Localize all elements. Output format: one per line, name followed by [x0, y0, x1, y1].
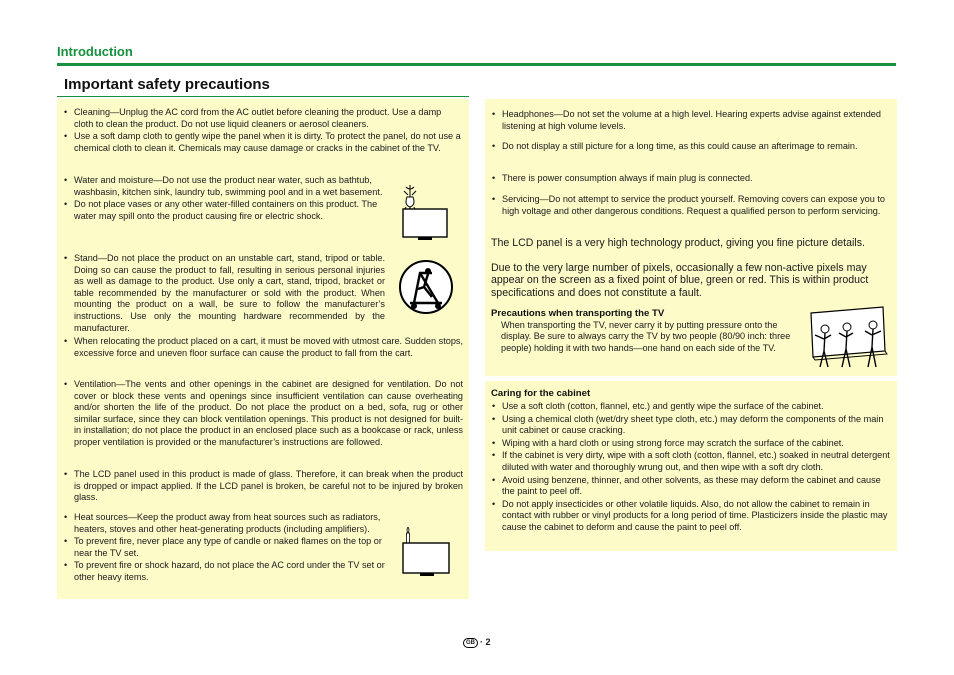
ventilation-list — [63, 379, 463, 450]
list-item: • Cleaning—Unplug the AC cord from the AC outlet before cleaning the product. Use a damp cloth to clean the product. Do not use liquid cleaners or aerosol cleaners. — [63, 107, 463, 130]
still-picture-list — [491, 141, 891, 154]
transport-text: When transporting the TV, never carry it by putting pressure onto the display. Be sure to always carry the TV by two people (80/90 inch: three people) holding it with two hands—one hand on each side of the TV. — [501, 320, 791, 353]
lcd-paragraph-2: Due to the very large number of pixels, occasionally a few non-active pixels may appear on the screen as a fixed point of blue, green or red. This is within product specifications and does not constitute a fault. — [491, 262, 869, 299]
left-precautions-panel — [57, 99, 469, 599]
transport-heading: Precautions when transporting the TV — [491, 308, 665, 319]
stand-list — [63, 253, 385, 335]
cabinet-care-panel — [485, 381, 897, 551]
headphones-list — [491, 109, 891, 133]
page-title: Important safety precautions — [64, 76, 270, 93]
list-item: • Servicing—Do not attempt to service the product yourself. Removing covers can expose you to high voltage and other dangerous conditions. Request a qualified person to perform servicing. — [491, 194, 891, 217]
list-item: • Do not display a still picture for a long time, as this could cause an afterimage to remain. — [491, 141, 891, 153]
list-item: • To prevent fire, never place any type of candle or naked flames on the top or near the TV set. — [63, 536, 385, 559]
page-number — [463, 637, 491, 648]
list-item: • The LCD panel used in this product is made of glass. Therefore, it can break when the product is dropped or impact applied. If the LCD panel is broken, be careful not to be injured by broken glass. — [63, 469, 463, 504]
list-item: • There is power consumption always if main plug is connected. — [491, 173, 891, 185]
list-item: • Water and moisture—Do not use the product near water, such as bathtub, washbasin, kitchen sink, laundry tub, swimming pool and in a wet basement. — [63, 175, 385, 198]
no-unstable-cart-icon — [398, 259, 454, 315]
lcd-paragraph-1: The LCD panel is a very high technology product, giving you fine picture details. — [491, 237, 865, 249]
servicing-list — [491, 194, 891, 218]
list-item: • Heat sources—Keep the product away from heat sources such as radiators, heaters, stoves and other heat-generating products (including amplifiers). — [63, 512, 385, 535]
list-item: • Ventilation—The vents and other openings in the cabinet are designed for ventilation. Do not cover or block these vents and openings since insufficient ventilation can cause overheating and/or shorten the life of the product. Do not place the product on a bed, sofa, rug or other similar surface, since they can block ventilation openings. This product is not designed for built-in installation; do not place the product in an enclosed place such as a bookcase or rack, unless proper ventilation is provided or the manufacturer’s instructions are followed. — [63, 379, 463, 449]
cabinet-heading: Caring for the cabinet — [491, 388, 591, 399]
list-item: • Do not place vases or any other water-filled containers on this product. The water may spill onto the product causing fire or electric shock. — [63, 199, 385, 222]
vase-on-tv-icon — [398, 183, 452, 241]
two-people-carrying-tv-icon — [803, 305, 891, 371]
list-item: • If the cabinet is very dirty, wipe with a soft cloth (cotton, flannel, etc.) soaked in neutral detergent diluted with water and thoroughly wrung out, and then wipe with a soft dry cloth. — [491, 450, 891, 473]
section-rule — [57, 63, 896, 66]
list-item: • Use a soft damp cloth to gently wipe the panel when it is dirty. To protect the panel, do not use a chemical cloth to clean it. Chemicals may cause damage or cracks in the cabinet of the TV. — [63, 131, 463, 154]
region-badge: GB — [463, 638, 478, 648]
relocating-list — [63, 336, 463, 360]
section-label: Introduction — [57, 44, 133, 59]
lcd-glass-list — [63, 469, 463, 505]
water-list — [63, 175, 385, 223]
right-precautions-panel — [485, 99, 897, 376]
page-number-text: · 2 — [480, 637, 491, 647]
list-item: • Avoid using benzene, thinner, and other solvents, as these may deform the cabinet and cause the paint to peel off. — [491, 475, 891, 498]
list-item: • Stand—Do not place the product on an unstable cart, stand, tripod or table. Doing so can cause the product to fall, resulting in serious personal injuries as well as damage to the product. Use only a cart, stand, tripod, bracket or table recommended by the manufacturer or sold with the product. When mounting the product on a wall, be sure to follow the manufacturer’s instructions. Use only the mounting hardware recommended by the manufacturer. — [63, 253, 385, 334]
list-item: • When relocating the product placed on a cart, it must be moved with utmost care. Sudden stops, excessive force and uneven floor surface can cause the product to fall from the cart. — [63, 336, 463, 359]
list-item: • Use a soft cloth (cotton, flannel, etc.) and gently wipe the surface of the cabinet. — [491, 401, 891, 413]
cabinet-list — [491, 401, 891, 535]
list-item: • Using a chemical cloth (wet/dry sheet type cloth, etc.) may deform the components of the main unit cabinet or cause cracking. — [491, 414, 891, 437]
list-item: • To prevent fire or shock hazard, do not place the AC cord under the TV set or other heavy items. — [63, 560, 385, 583]
title-rule — [57, 96, 469, 97]
candle-on-tv-icon — [401, 527, 453, 577]
cleaning-list — [63, 107, 463, 155]
list-item: • Headphones—Do not set the volume at a high level. Hearing experts advise against extended listening at high volume levels. — [491, 109, 891, 132]
power-list — [491, 173, 891, 186]
list-item: • Do not apply insecticides or other volatile liquids. Also, do not allow the cabinet to remain in contact with rubber or vinyl products for a long period of time. Plasticizers inside the plastic may cause the cabinet to deform and cause the paint to peel off. — [491, 499, 891, 534]
list-item: • Wiping with a hard cloth or using strong force may scratch the surface of the cabinet. — [491, 438, 891, 450]
heat-list — [63, 512, 385, 585]
